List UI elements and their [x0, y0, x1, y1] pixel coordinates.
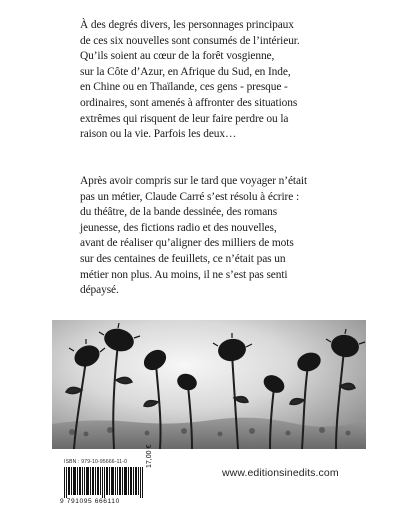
publisher-website: www.editionsinedits.com — [222, 467, 339, 479]
blurb-line: À des degrés divers, les personnages principaux — [80, 19, 294, 31]
barcode-block — [60, 458, 155, 506]
barcode-icon — [64, 467, 146, 498]
blurb-line: en Chine ou en Thaïlande, ces gens - presque - — [80, 81, 288, 94]
barcode-digits: 9 791095 666110 — [60, 498, 120, 505]
sunflower-field-photo — [52, 320, 366, 449]
bio-line: avant de réaliser qu’aligner des milliers de mots — [80, 237, 294, 250]
isbn-label: ISBN : 979-10-95666-11-0 — [64, 459, 128, 465]
bio-line: sur des centaines de feuillets, ce n’était pas un — [80, 252, 286, 265]
blurb-line: Qu’ils soient au cœur de la forêt vosgienne, — [80, 50, 275, 63]
blurb-line: sur la Côte d’Azur, en Afrique du Sud, en Inde, — [80, 65, 291, 78]
blurb-line: extrêmes qui risquent de leur faire perdre ou la — [80, 112, 289, 125]
price-label: 17,00 € — [146, 444, 153, 468]
bio-line: métier non plus. Au moins, il ne s’est pas senti — [80, 268, 288, 281]
bio-line: pas un métier, Claude Carré s’est résolu à écrire : — [80, 190, 300, 203]
blurb-line: ordinaires, sont amenés à affronter des situations — [80, 96, 298, 109]
blurb-paragraph-1 — [80, 18, 342, 143]
author-bio-paragraph — [80, 174, 342, 299]
bio-line: du théâtre, de la bande dessinée, des romans — [80, 206, 278, 219]
bio-line: jeunesse, des fictions radio et des nouvelles, — [80, 221, 277, 234]
bio-line: dépaysé. — [80, 284, 119, 297]
blurb-line: raison ou la vie. Parfois les deux… — [80, 128, 237, 141]
blurb-line: de ces six nouvelles sont consumés de l’intérieur. — [80, 34, 300, 47]
bio-line: Après avoir compris sur le tard que voyager n’était — [80, 175, 308, 187]
